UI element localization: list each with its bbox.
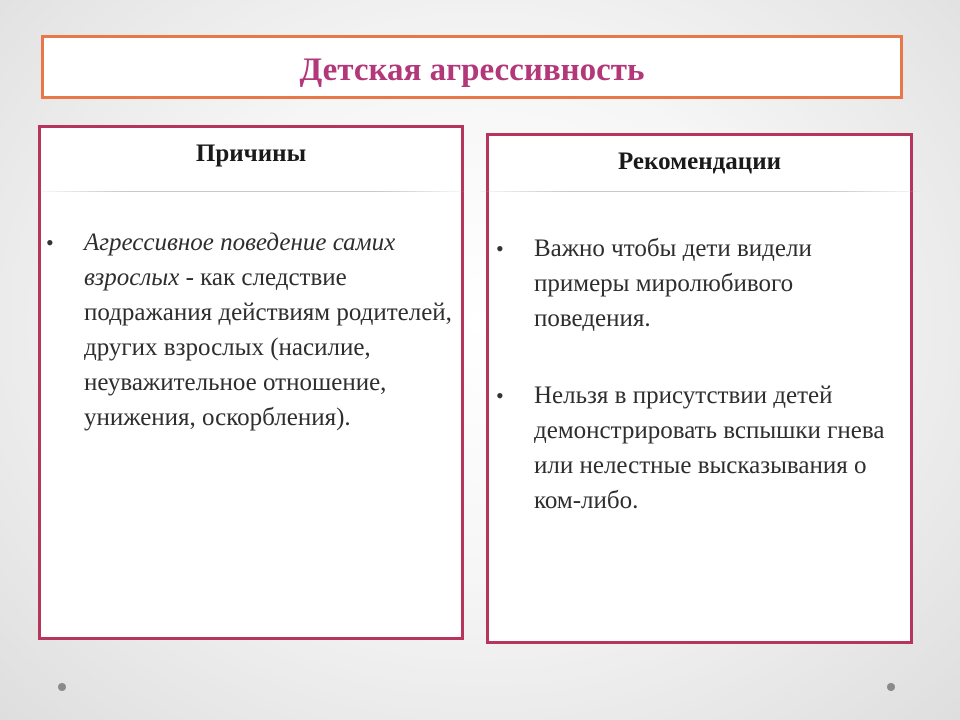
slide-title: Детская агрессивность	[299, 51, 645, 88]
recommendations-divider	[480, 191, 920, 192]
causes-list	[46, 225, 456, 435]
causes-item-text: - как следствие подражания действиям родителей, других взрослых (насилие, неуважительное отношение, унижения, оскорбления).	[84, 264, 452, 431]
bullet-dot-icon: •	[496, 383, 504, 408]
recommendations-list	[496, 231, 911, 518]
slide-title-box	[41, 35, 903, 99]
causes-divider	[40, 191, 464, 192]
causes-list-item	[46, 225, 456, 435]
recommendations-item-text: Нельзя в присутствии детей демонстрировать вспышки гнева или нелестные высказывания о ком-либо.	[534, 382, 885, 514]
causes-heading: Причины	[195, 140, 307, 167]
recommendations-list-item	[496, 378, 911, 518]
bullet-dot-icon: •	[496, 236, 504, 261]
recommendations-list-item	[496, 231, 911, 336]
nav-dot-icon	[887, 683, 895, 691]
recommendations-heading: Рекомендации	[617, 148, 782, 175]
bullet-dot-icon: •	[46, 230, 54, 255]
causes-item-italic: Агрессивное поведение самих взрослых	[84, 229, 396, 291]
nav-dot-icon	[58, 683, 66, 691]
recommendations-item-text: Важно чтобы дети видели примеры миролюбивого поведения.	[534, 235, 812, 332]
